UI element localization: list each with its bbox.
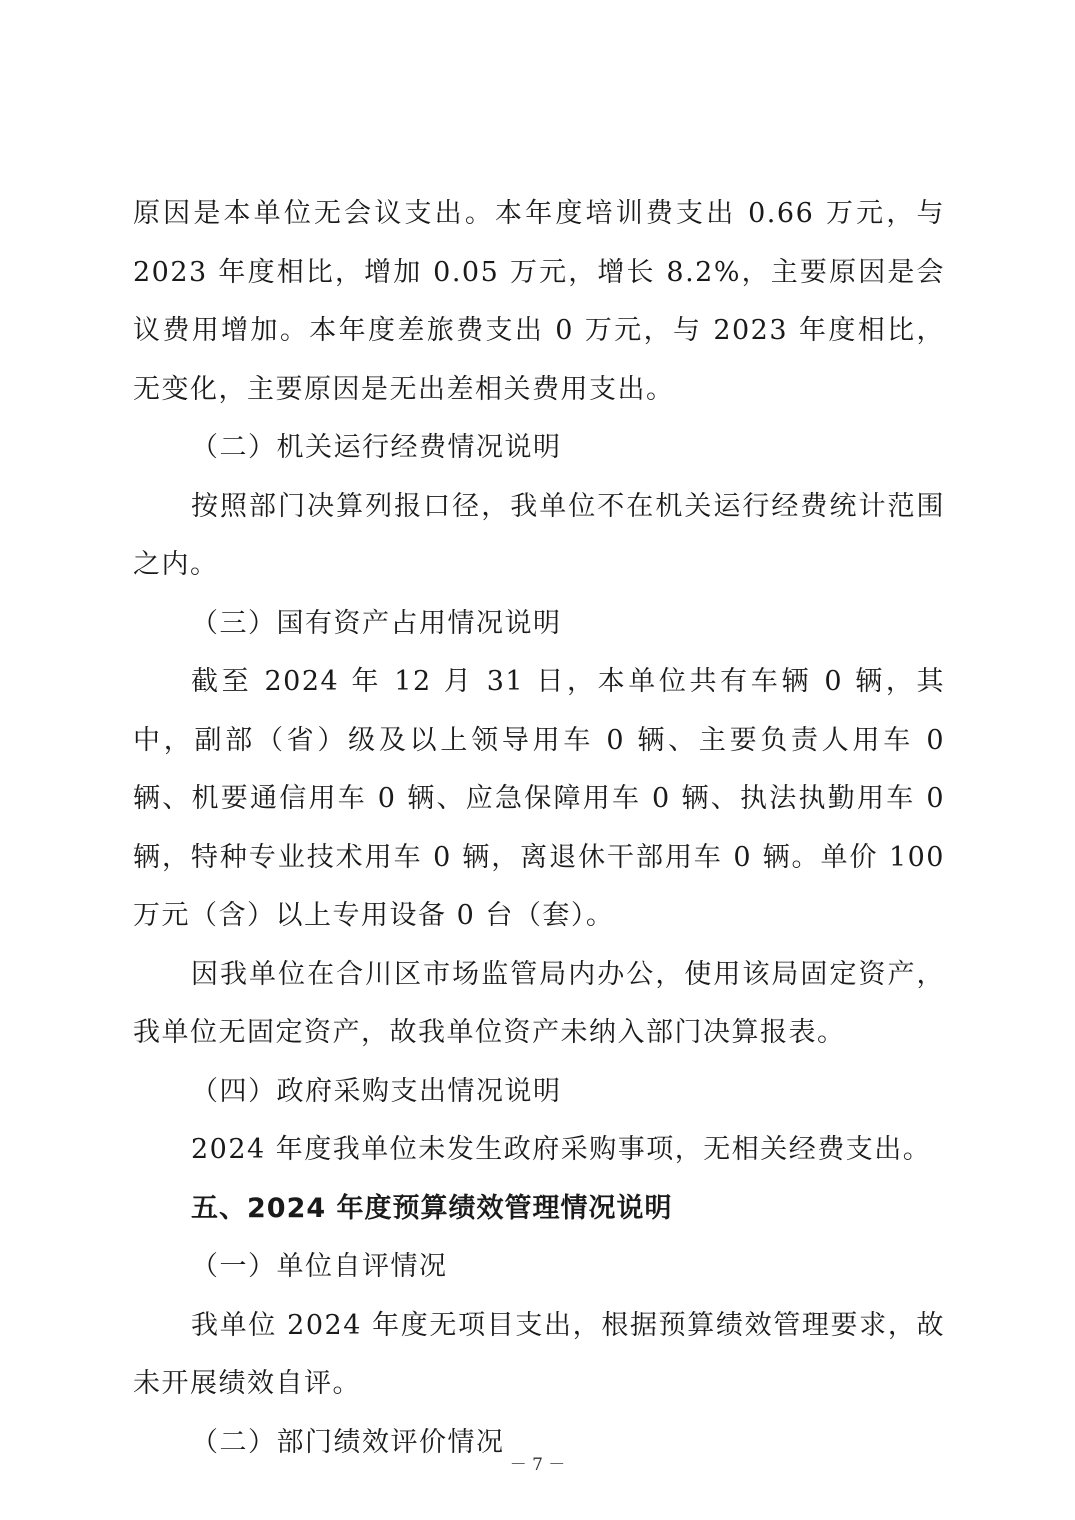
paragraph-vehicles: 截至 2024 年 12 月 31 日，本单位共有车辆 0 辆，其中，副部（省）级及以上领导用车 0 辆、主要负责人用车 0 辆、机要通信用车 0 辆、应急保障用车 0 辆、执法执勤用车 0 辆，特种专业技术用车 0 辆，离退休干部用车 0 辆。单价 100 万元（含）以上专用设备 0 台（套）。 (133, 666, 945, 931)
paragraph-government-procurement: 2024 年度我单位未发生政府采购事项，无相关经费支出。 (191, 1134, 932, 1165)
paragraph-meeting-training-travel: 原因是本单位无会议支出。本年度培训费支出 0.66 万元，与 2023 年度相比，增加 0.05 万元，增长 8.2%，主要原因是会议费用增加。本年度差旅费支出 0 万元，与 2023 年度相比，无变化，主要原因是无出差相关费用支出。 (133, 198, 945, 405)
subheading-office-operating-costs: （二）机关运行经费情况说明 (191, 432, 562, 463)
section-heading-performance-management: 五、2024 年度预算绩效管理情况说明 (191, 1192, 673, 1224)
subheading-self-evaluation: （一）单位自评情况 (191, 1251, 448, 1282)
paragraph-office-operating-costs: 按照部门决算列报口径，我单位不在机关运行经费统计范围之内。 (133, 490, 945, 580)
subheading-department-evaluation: （二）部门绩效评价情况 (191, 1426, 505, 1458)
paragraph-self-evaluation: 我单位 2024 年度无项目支出，根据预算绩效管理要求，故未开展绩效自评。 (133, 1309, 945, 1399)
subheading-government-procurement: （四）政府采购支出情况说明 (191, 1075, 562, 1107)
paragraph-fixed-assets: 因我单位在合川区市场监管局内办公，使用该局固定资产，我单位无固定资产，故我单位资产未纳入部门决算报表。 (133, 958, 945, 1048)
page-number: － 7 － (509, 1455, 566, 1475)
subheading-state-assets: （三）国有资产占用情况说明 (191, 607, 562, 639)
document-body (133, 185, 945, 1472)
